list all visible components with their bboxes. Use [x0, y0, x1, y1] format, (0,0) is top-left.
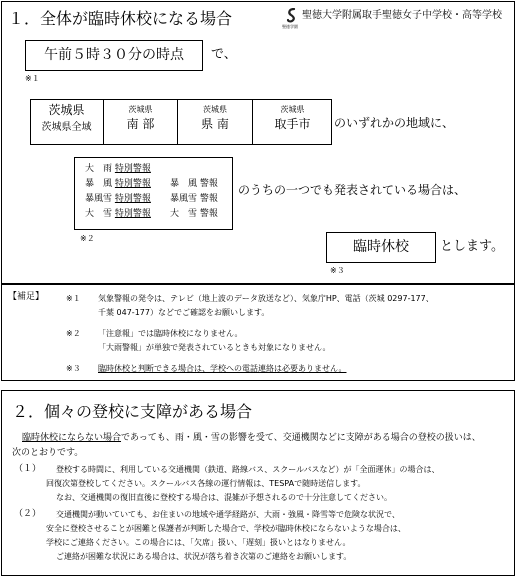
warning-regular: 暴 風 警報	[170, 179, 218, 189]
region-label: 茨城県	[128, 105, 153, 114]
note2-marker: ※２	[80, 234, 95, 243]
item1-line3: なお、交通機関の復旧直後に登校する場合は、混雑が予想されるので十分注意してください。	[56, 493, 392, 502]
special-warning: 特別警報	[114, 194, 151, 204]
warning-type: 大 雨	[85, 164, 113, 174]
notes-label: 【補足】	[8, 292, 45, 302]
region-area: 茨城県全域	[41, 122, 92, 133]
special-warning: 特別警報	[114, 209, 151, 219]
warnings-suffix: のうちの一つでも発表されている場合は、	[238, 183, 467, 197]
intro-text: であっても、雨・風・雪の影響を受て、交通機関などに支障がある場合の登校の扱いは、	[121, 433, 481, 443]
closure-box	[326, 232, 436, 263]
logo-caption: 聖徳学園	[282, 24, 298, 29]
time-suffix: で、	[211, 47, 237, 62]
regions-suffix: のいずれかの地域に、	[334, 116, 455, 130]
warning-row	[85, 163, 151, 175]
section2-intro-line2: 次のとおりです。	[12, 448, 84, 458]
item1-line1: 登校する時間に、利用している交通機関（鉄道、路線バス、スクールバスなど）が「全面運休」の場合は、	[56, 465, 440, 474]
region-area: 県 南	[201, 117, 229, 131]
note3-line1: 臨時休校と判断できる場合は、学校への電話連絡は必要ありません。	[98, 364, 347, 373]
region-kennan	[178, 104, 252, 133]
warning-row	[85, 178, 151, 190]
school-logo-icon	[285, 8, 299, 24]
region-toride	[253, 104, 332, 133]
note3-mark: ※３	[66, 364, 81, 373]
warning-type: 暴 風	[85, 179, 113, 189]
special-warning: 特別警報	[114, 164, 151, 174]
note2-mark: ※２	[66, 329, 81, 338]
region-ibaraki-all	[30, 101, 103, 137]
note1-line2: 千葉 047-177）などでご確認をお願いします。	[98, 308, 270, 317]
region-area: 取手市	[274, 117, 311, 131]
warning-regular: 暴風雪 警報	[170, 194, 218, 204]
note2-line2: 「大雨警報」が単独で発表されているときも対象になりません。	[98, 343, 331, 352]
region-label: 茨城県	[48, 103, 85, 117]
time-box-text: 午前５時３０分の時点	[44, 47, 184, 63]
intro-emphasis: 臨時休校にならない場合	[22, 433, 122, 443]
note1-marker: ※１	[25, 74, 40, 83]
warning-row	[85, 193, 151, 205]
item2-line3: 学校にご連絡ください。この場合には、「欠席」扱い、「遅刻」扱いとはなりません。	[46, 538, 351, 547]
note1-mark: ※１	[66, 294, 81, 303]
item2-line2: 安全に登校させることが困難と保護者が判断した場合で、学校が臨時休校にならないような場合は、	[46, 524, 406, 533]
special-warning: 特別警報	[114, 179, 151, 189]
warning-regular: 大 雪 警報	[170, 209, 218, 219]
item2-number: （２）	[14, 509, 42, 519]
closure-suffix: とします。	[440, 239, 504, 254]
item2-line1: 交通機関が動いていても、お住まいの地域や通学経路が、大雨・強風・降雪等で危険な状況で、	[56, 510, 400, 519]
item1-number: （１）	[14, 464, 42, 474]
region-label: 茨城県	[280, 105, 305, 114]
time-box	[25, 40, 203, 71]
item1-line2: 回復次第登校してください。スクールバス各線の運行情報は、TESPAで随時送信します。	[46, 479, 366, 488]
warning-type: 大 雪	[85, 209, 113, 219]
note2-line1: 「注意報」では臨時休校になりません。	[98, 329, 243, 338]
section2-intro	[22, 432, 481, 444]
closure-text: 臨時休校	[353, 239, 409, 255]
item2-line4: ご連絡が困難な状況にある場合は、状況が落ち着き次第のご連絡をお願いします。	[56, 552, 352, 561]
warning-row	[85, 208, 151, 220]
section1-title: １．全体が臨時休校になる場合	[8, 9, 233, 28]
region-area: 南 部	[126, 117, 155, 131]
region-label: 茨城県	[203, 105, 227, 114]
warning-type: 暴風雪	[85, 194, 113, 204]
note1-line1: 気象警報の発令は、テレビ（地上波のデータ放送など）、気象庁HP、電話（茨城 0297-177、	[98, 294, 434, 303]
note3-marker: ※３	[330, 266, 345, 275]
region-southern	[104, 104, 177, 133]
school-name: 聖徳大学附属取手聖徳女子中学校・高等学校	[302, 10, 502, 21]
section2-title: ２．個々の登校に支障がある場合	[12, 402, 253, 421]
